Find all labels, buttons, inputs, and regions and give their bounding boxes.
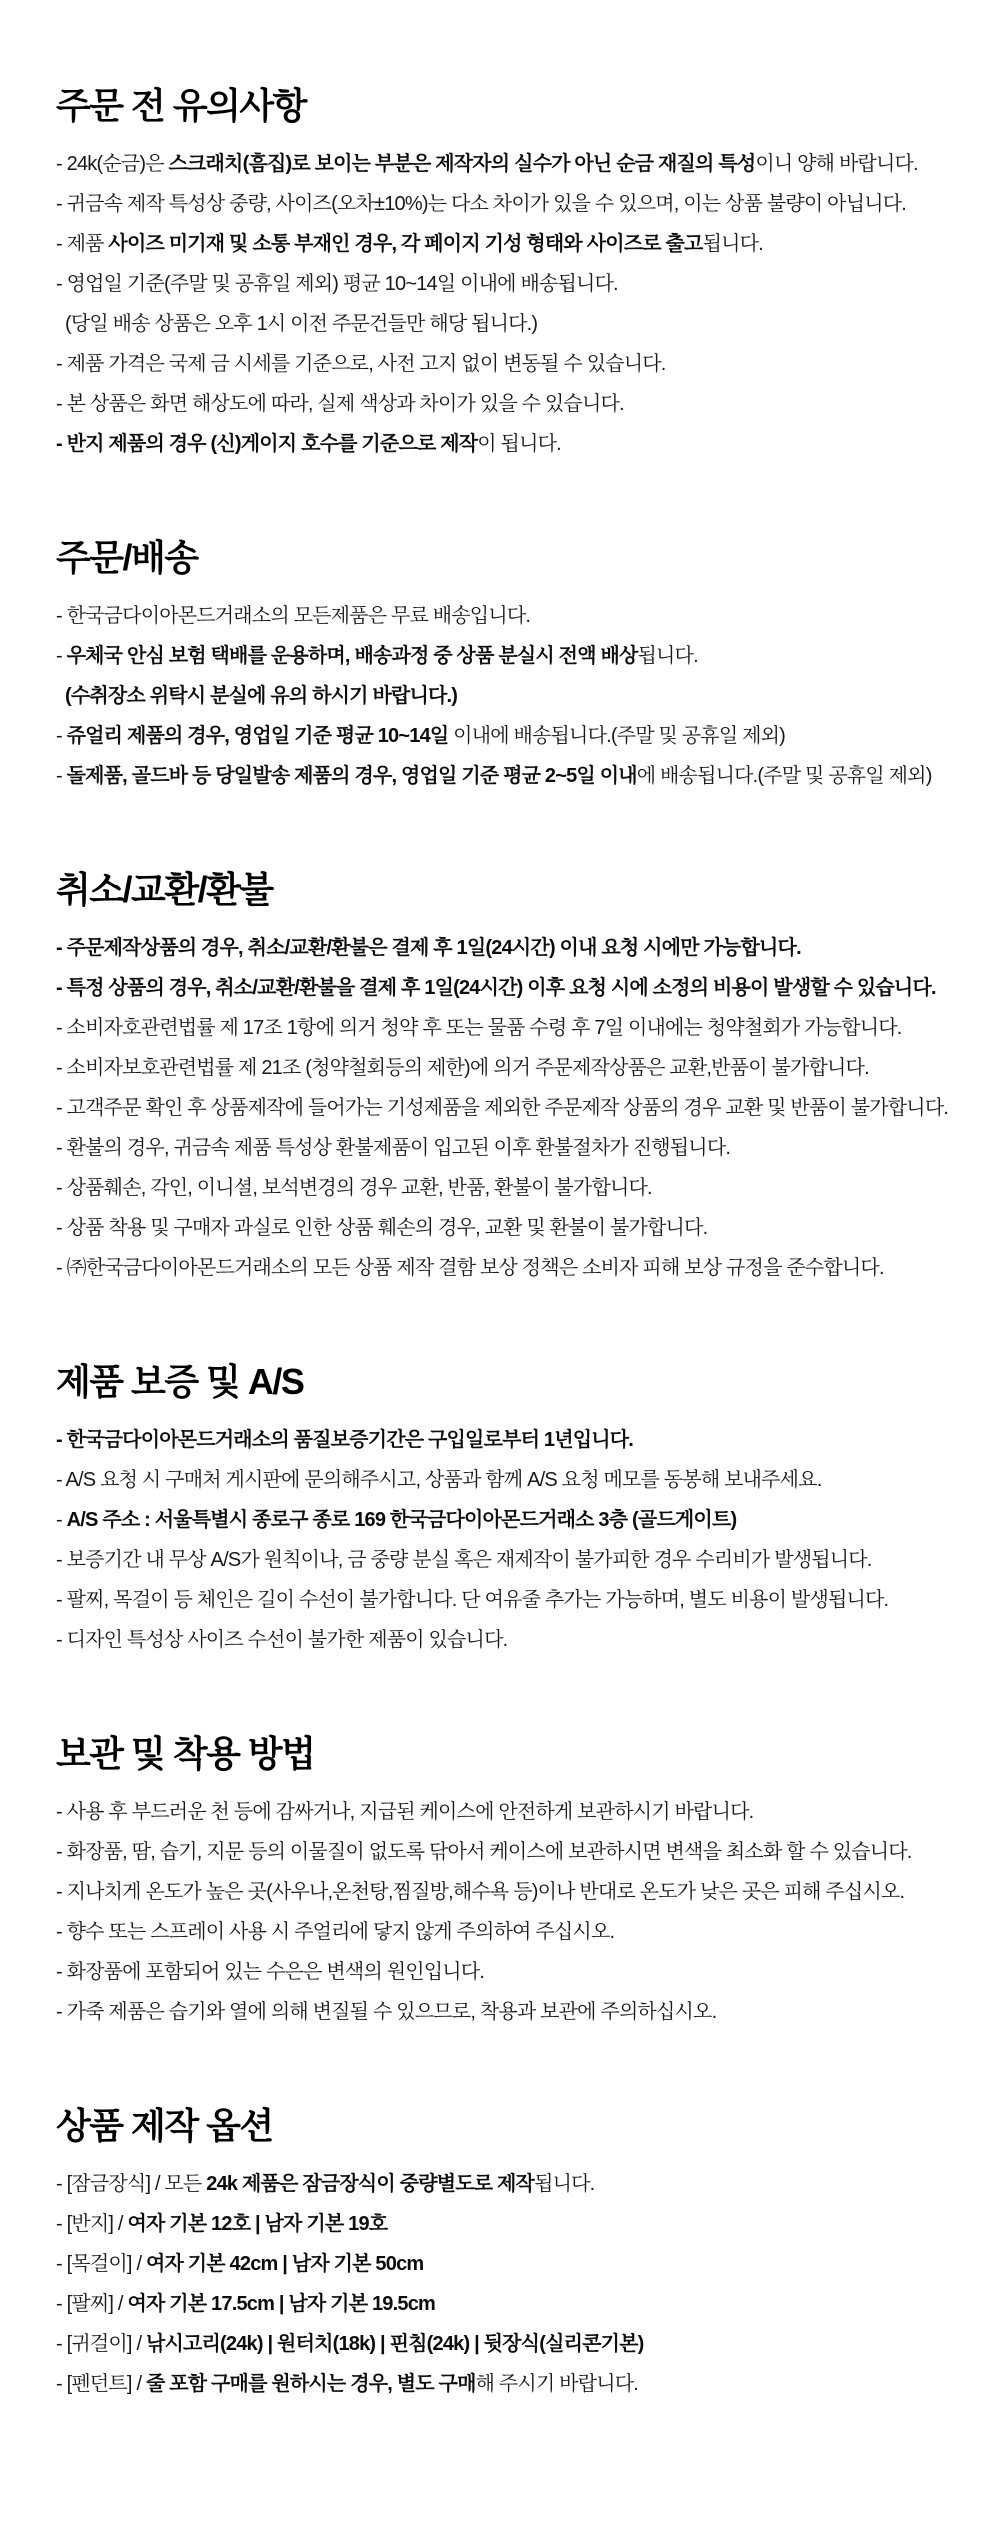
text-segment-bold: 낚시고리(24k) | 원터치(18k) | 핀침(24k) | 뒷장식(실리콘기본) — [145, 2333, 644, 2355]
text-segment: - 화장품에 포함되어 있는 수은은 변색의 원인입니다. — [56, 1961, 485, 1983]
section-title: 보관 및 착용 방법 — [56, 1733, 315, 1774]
notice-line — [56, 1992, 970, 2032]
section-items — [56, 1792, 970, 2032]
section-title: 취소/교환/환불 — [56, 869, 273, 910]
text-segment: - — [56, 765, 67, 787]
text-segment: 해 주시기 바랍니다. — [475, 2373, 639, 2395]
notice-line — [56, 756, 970, 796]
notice-section — [56, 1360, 970, 1660]
text-segment: - 본 상품은 화면 해상도에 따라, 실제 색상과 차이가 있을 수 있습니다. — [56, 393, 624, 415]
text-segment-bold: 24k 제품은 잠금장식이 중량별도로 제작 — [206, 2173, 535, 2195]
text-segment: - 소비자보호관련법률 제 21조 (청약철회등의 제한)에 의거 주문제작상품은 교환,반품이 불가합니다. — [56, 1057, 869, 1079]
text-segment: - 사용 후 부드러운 천 등에 감싸거나, 지급된 케이스에 안전하게 보관하시기 바랍니다. — [56, 1801, 754, 1823]
notice-line — [56, 2164, 970, 2204]
text-segment-bold: - 반지 제품의 경우 (신)게이지 호수를 기준으로 제작 — [56, 433, 478, 455]
notice-line — [56, 1128, 970, 1168]
notice-section — [56, 1732, 970, 2032]
text-segment: - 고객주문 확인 후 상품제작에 들어가는 기성제품을 제외한 주문제작 상품의 경우 교환 및 반품이 불가합니다. — [56, 1097, 949, 1119]
text-segment: - 상품 착용 및 구매자 과실로 인한 상품 훼손의 경우, 교환 및 환불이 불가합니다. — [56, 1217, 708, 1239]
notice-line — [56, 224, 970, 264]
notice-line — [56, 1872, 970, 1912]
section-title: 제품 보증 및 A/S — [56, 1361, 304, 1402]
section-items — [56, 1420, 970, 1660]
notice-line — [56, 676, 970, 716]
text-segment: 이니 양해 바랍니다. — [755, 153, 918, 175]
notice-line — [56, 184, 970, 224]
text-segment: - 보증기간 내 무상 A/S가 원칙이나, 금 중량 분실 혹은 재제작이 불가피한 경우 수리비가 발생됩니다. — [56, 1549, 872, 1571]
notice-line — [56, 1832, 970, 1872]
text-segment: - 제품 가격은 국제 금 시세를 기준으로, 사전 고지 없이 변동될 수 있습니다. — [56, 353, 666, 375]
notice-line — [56, 2204, 970, 2244]
notice-line — [56, 636, 970, 676]
notice-line — [56, 1792, 970, 1832]
text-segment-bold: 여자 기본 12호 | 남자 기본 19호 — [127, 2213, 388, 2235]
notice-line — [56, 344, 970, 384]
notice-section — [56, 536, 970, 796]
notice-line — [56, 1620, 970, 1660]
notice-line — [56, 384, 970, 424]
text-segment: - 지나치게 온도가 높은 곳(사우나,온천탕,찜질방,해수욕 등)이나 반대로 온도가 낮은 곳은 피해 주십시오. — [56, 1881, 905, 1903]
text-segment: - [팔찌] / — [56, 2293, 128, 2315]
notice-line — [56, 1952, 970, 1992]
notice-line — [56, 1048, 970, 1088]
notice-line — [56, 1168, 970, 1208]
section-items — [56, 928, 970, 1288]
text-segment: 이내에 배송됩니다.(주말 및 공휴일 제외) — [448, 725, 786, 747]
text-segment-bold: - 주문제작상품의 경우, 취소/교환/환불은 결제 후 1일(24시간) 이내 요청 시에만 가능합니다. — [56, 937, 801, 959]
text-segment-bold: A/S 주소 : 서울특별시 종로구 종로 169 한국금다이아몬드거래소 3층 (골드게이트) — [66, 1509, 737, 1531]
notice-line — [56, 716, 970, 756]
notice-line — [56, 2364, 970, 2404]
text-segment-bold: 스크래치(흠집)로 보이는 부분은 제작자의 실수가 아닌 순금 재질의 특성 — [168, 153, 756, 175]
notice-line — [56, 1208, 970, 1248]
text-segment-bold: 사이즈 미기재 및 소통 부재인 경우, 각 페이지 기성 형태와 사이즈로 출고 — [108, 233, 703, 255]
notice-line — [56, 424, 970, 464]
notice-line — [56, 1460, 970, 1500]
text-segment: 이 됩니다. — [477, 433, 561, 455]
notice-line — [56, 1420, 970, 1460]
text-segment-bold: 여자 기본 17.5cm | 남자 기본 19.5cm — [127, 2293, 436, 2315]
text-segment: - 상품훼손, 각인, 이니셜, 보석변경의 경우 교환, 반품, 환불이 불가합니다. — [56, 1177, 652, 1199]
text-segment-bold: - 한국금다이아몬드거래소의 품질보증기간은 구입일로부터 1년입니다. — [56, 1429, 634, 1451]
notice-line — [56, 1248, 970, 1288]
text-segment: - 귀금속 제작 특성상 중량, 사이즈(오차±10%)는 다소 차이가 있을 수 있으며, 이는 상품 불량이 아닙니다. — [56, 193, 907, 215]
notice-line — [56, 596, 970, 636]
text-segment: 됩니다. — [637, 645, 698, 667]
notice-line — [56, 304, 970, 344]
notice-line — [56, 1008, 970, 1048]
text-segment: - [목걸이] / — [56, 2253, 146, 2275]
text-segment-bold: 줄 포함 구매를 원하시는 경우, 별도 구매 — [145, 2373, 476, 2395]
notice-line — [56, 264, 970, 304]
text-segment: - — [56, 645, 67, 667]
text-segment-bold: 우체국 안심 보험 택배를 운용하며, 배송과정 중 상품 분실시 전액 배상 — [66, 645, 638, 667]
notice-line — [56, 1912, 970, 1952]
section-items — [56, 2164, 970, 2404]
notice-line — [56, 1088, 970, 1128]
section-items — [56, 144, 970, 464]
text-segment-bold: (수취장소 위탁시 분실에 유의 하시기 바랍니다.) — [65, 685, 458, 707]
notice-line — [56, 1540, 970, 1580]
notice-section — [56, 84, 970, 464]
text-segment: - A/S 요청 시 구매처 게시판에 문의해주시고, 상품과 함께 A/S 요청 메모를 동봉해 보내주세요. — [56, 1469, 822, 1491]
notice-line — [56, 1580, 970, 1620]
text-segment: - — [56, 1509, 67, 1531]
text-segment-bold: 쥬얼리 제품의 경우, 영업일 기준 평균 10~14일 — [66, 725, 449, 747]
notice-line — [56, 2284, 970, 2324]
text-segment: - 한국금다이아몬드거래소의 모든제품은 무료 배송입니다. — [56, 605, 531, 627]
text-segment: 됩니다. — [702, 233, 763, 255]
text-segment: - 디자인 특성상 사이즈 수선이 불가한 제품이 있습니다. — [56, 1629, 508, 1651]
notice-section — [56, 868, 970, 1288]
notice-line — [56, 2244, 970, 2284]
notice-line — [56, 928, 970, 968]
text-segment: - [펜던트] / — [56, 2373, 146, 2395]
text-segment: (당일 배송 상품은 오후 1시 이전 주문건들만 해당 됩니다.) — [65, 313, 538, 335]
text-segment: - ㈜한국금다이아몬드거래소의 모든 상품 제작 결함 보상 정책은 소비자 피해 보상 규정을 준수합니다. — [56, 1257, 884, 1279]
text-segment-bold: 여자 기본 42cm | 남자 기본 50cm — [145, 2253, 424, 2275]
text-segment: - 환불의 경우, 귀금속 제품 특성상 환불제품이 입고된 이후 환불절차가 진행됩니다. — [56, 1137, 731, 1159]
notice-section — [56, 2104, 970, 2404]
text-segment-bold: 돌제품, 골드바 등 당일발송 제품의 경우, 영업일 기준 평균 2~5일 이내 — [66, 765, 637, 787]
text-segment: - 팔찌, 목걸이 등 체인은 길이 수선이 불가합니다. 단 여유줄 추가는 가능하며, 별도 비용이 발생됩니다. — [56, 1589, 889, 1611]
text-segment: - [잠금장식] / 모든 — [56, 2173, 207, 2195]
notice-line — [56, 1500, 970, 1540]
notice-line — [56, 144, 970, 184]
text-segment: 됩니다. — [534, 2173, 595, 2195]
notice-line — [56, 2324, 970, 2364]
text-segment: - [반지] / — [56, 2213, 128, 2235]
text-segment: - 향수 또는 스프레이 사용 시 주얼리에 닿지 않게 주의하여 주십시오. — [56, 1921, 615, 1943]
section-title: 상품 제작 옵션 — [56, 2105, 273, 2146]
text-segment: - [귀걸이] / — [56, 2333, 146, 2355]
text-segment: - 화장품, 땀, 습기, 지문 등의 이물질이 없도록 닦아서 케이스에 보관하시면 변색을 최소화 할 수 있습니다. — [56, 1841, 912, 1863]
text-segment: 에 배송됩니다.(주말 및 공휴일 제외) — [636, 765, 932, 787]
section-title: 주문/배송 — [56, 537, 198, 578]
text-segment: - 가죽 제품은 습기와 열에 의해 변질될 수 있으므로, 착용과 보관에 주의하십시오. — [56, 2001, 717, 2023]
notice-line — [56, 968, 970, 1008]
text-segment: - — [56, 725, 67, 747]
text-segment: - 소비자호관련법률 제 17조 1항에 의거 청약 후 또는 물품 수령 후 7일 이내에는 청약철회가 가능합니다. — [56, 1017, 902, 1039]
section-items — [56, 596, 970, 796]
section-title: 주문 전 유의사항 — [56, 85, 306, 126]
text-segment: - 영업일 기준(주말 및 공휴일 제외) 평균 10~14일 이내에 배송됩니다. — [56, 273, 618, 295]
text-segment-bold: - 특정 상품의 경우, 취소/교환/환불을 결제 후 1일(24시간) 이후 요청 시에 소정의 비용이 발생할 수 있습니다. — [56, 977, 936, 999]
text-segment: - 제품 — [56, 233, 109, 255]
text-segment: - 24k(순금)은 — [56, 153, 169, 175]
